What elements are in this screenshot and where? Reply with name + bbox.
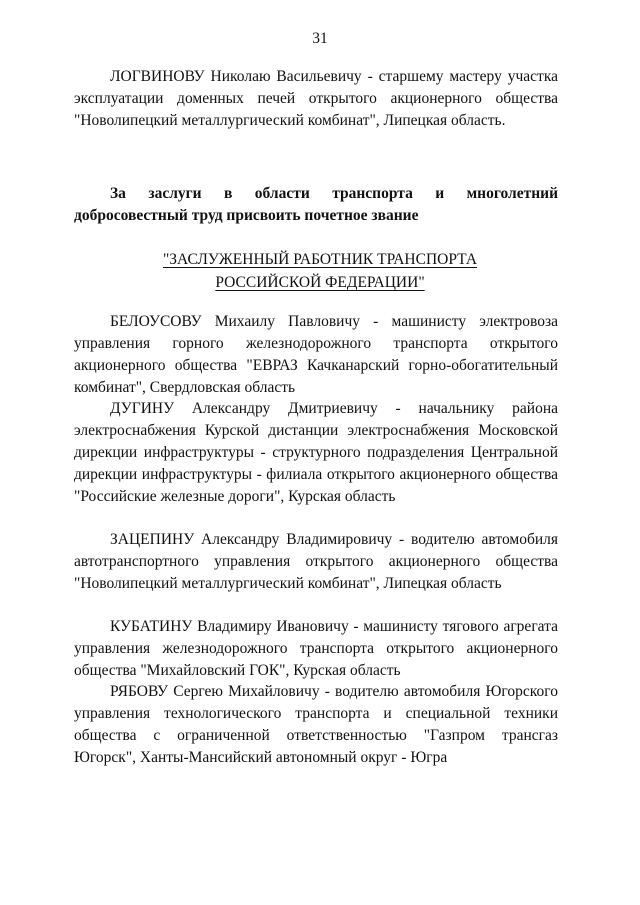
award-heading: За заслуги в области транспорта и многолетний добросовестный труд присвоить почетное звание (74, 185, 558, 224)
list-item: КУБАТИНУ Владимиру Ивановичу - машинисту тягового агрегата управления железнодорожного транспорта открытого акционерного общества "Михайловский ГОК", Курская область (74, 618, 558, 679)
list-item: ДУГИНУ Александру Дмитриевичу - начальнику района электроснабжения Курской дистанции электроснабжения Московской дирекции инфраструктуры - структурного подразделения Центральной дирекции инфраструктуры - филиала открытого акционерного общества "Российские железные дороги", Курская область (74, 400, 558, 505)
page-number: 31 (312, 30, 328, 47)
award-title-line-2: РОССИЙСКОЙ ФЕДЕРАЦИИ" (215, 274, 425, 291)
list-item: БЕЛОУСОВУ Михаилу Павловичу - машинисту электровоза управления горного железнодорожного транспорта открытого акционерного общества "ЕВРАЗ Качканарский горно-обогатительный комбинат", Свердловская область (74, 313, 558, 396)
list-item: ЗАЦЕПИНУ Александру Владимировичу - водителю автомобиля автотранспортного управления открытого акционерного общества "Новолипецкий металлургический комбинат", Липецкая область (74, 531, 558, 592)
award-title-line-1: "ЗАСЛУЖЕННЫЙ РАБОТНИК ТРАНСПОРТА (162, 251, 478, 268)
award-title (0, 248, 640, 294)
intro-paragraph: ЛОГВИНОВУ Николаю Васильевичу - старшему мастеру участка эксплуатации доменных печей открытого акционерного общества "Новолипецкий металлургический комбинат", Липецкая область. (74, 68, 558, 129)
list-item: РЯБОВУ Сергею Михайловичу - водителю автомобиля Югорского управления технологического транспорта и специальной техники общества с ограниченной ответственностью "Газпром трансгаз Югорск", Ханты-Мансийский автономный округ - Югра (74, 683, 558, 766)
